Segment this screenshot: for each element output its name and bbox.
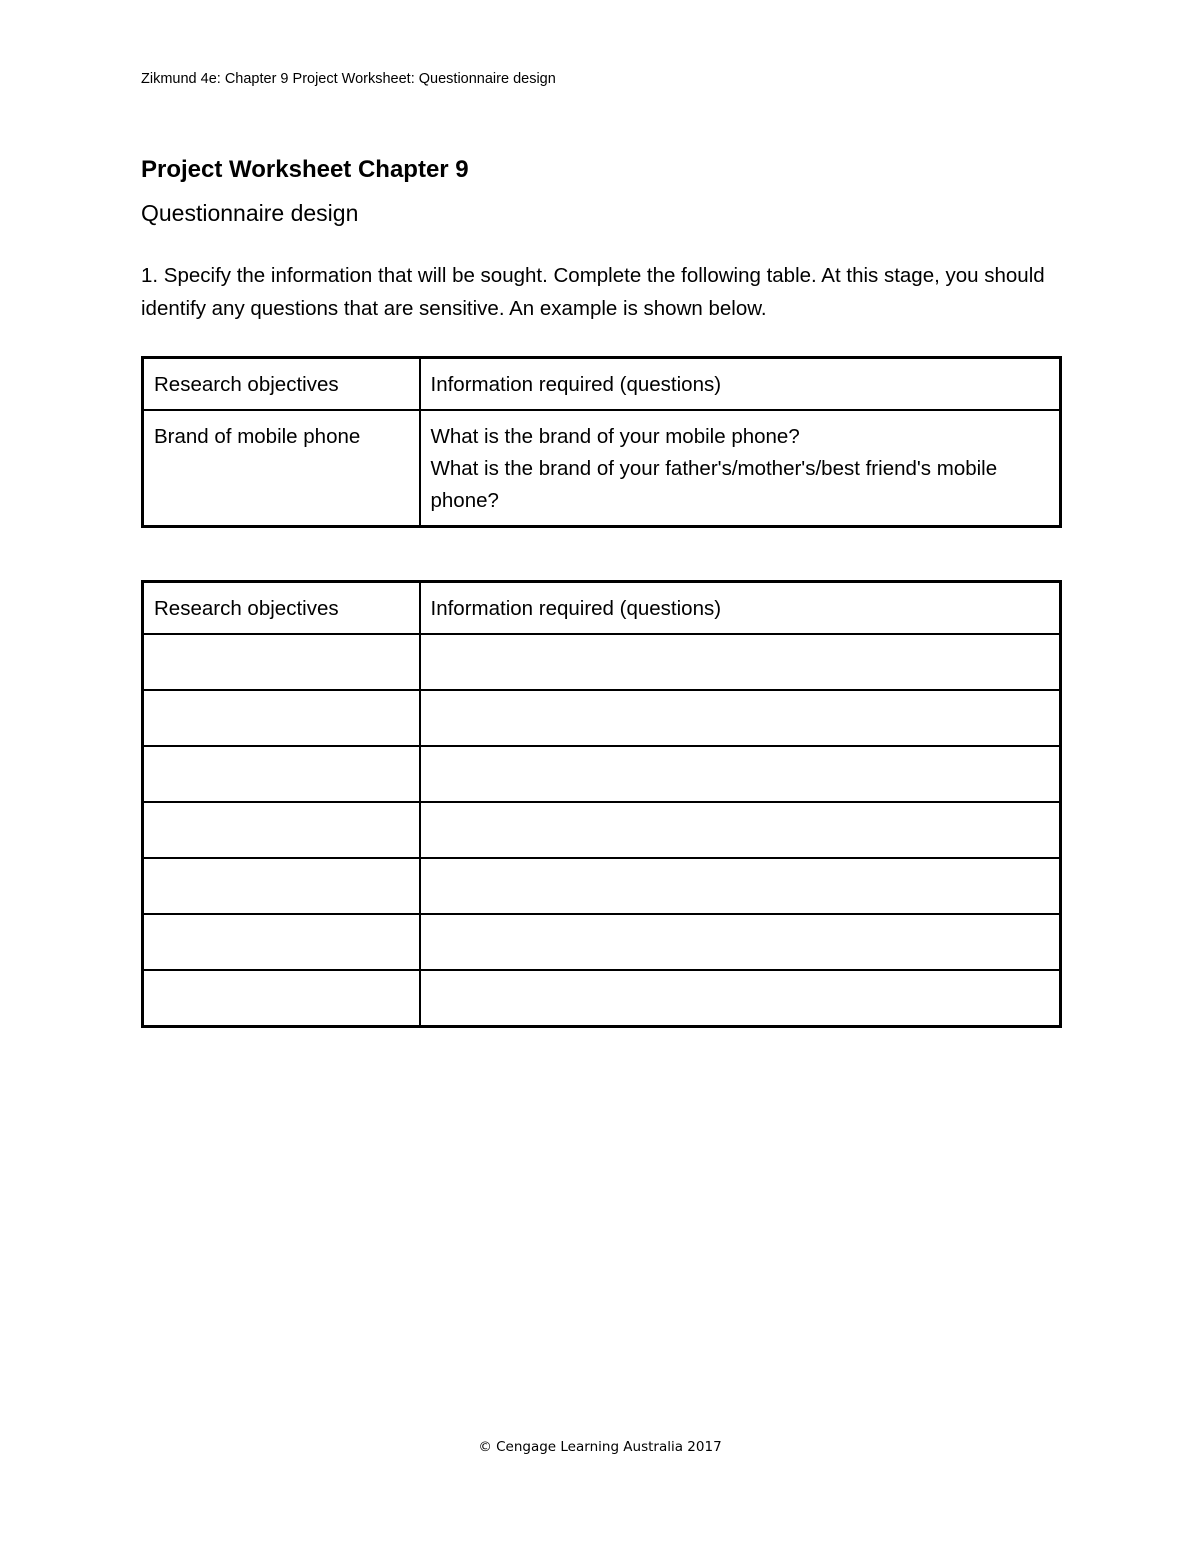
objective-cell[interactable] (143, 746, 420, 802)
table-row (143, 914, 1061, 970)
table-row (143, 858, 1061, 914)
header-information-required: Information required (questions) (420, 358, 1061, 411)
example-question-2: What is the brand of your father's/mother's/best friend's mobile phone? (430, 457, 998, 512)
running-header: Zikmund 4e: Chapter 9 Project Worksheet: Questionnaire design (141, 71, 556, 87)
table-row (143, 690, 1061, 746)
questions-cell[interactable] (420, 802, 1061, 858)
table-header-row (143, 582, 1061, 635)
objective-cell[interactable] (143, 634, 420, 690)
header-research-objectives: Research objectives (143, 358, 420, 411)
objective-cell[interactable] (143, 970, 420, 1027)
example-question-1: What is the brand of your mobile phone? (430, 425, 800, 448)
example-table (141, 356, 1062, 528)
blank-worksheet-table (141, 580, 1062, 1028)
table-row (143, 410, 1061, 527)
questions-cell[interactable] (420, 970, 1061, 1027)
table-row (143, 634, 1061, 690)
example-objective-cell: Brand of mobile phone (143, 410, 420, 527)
instruction-paragraph: 1. Specify the information that will be sought. Complete the following table. At this stage, you should identify any questions that are sensitive. An example is shown below. (141, 264, 1045, 320)
copyright-footer: © Cengage Learning Australia 2017 (478, 1439, 722, 1455)
table-row (143, 970, 1061, 1027)
example-questions-cell (420, 410, 1061, 527)
questions-cell[interactable] (420, 858, 1061, 914)
table-row (143, 746, 1061, 802)
header-research-objectives: Research objectives (143, 582, 420, 635)
questions-cell[interactable] (420, 746, 1061, 802)
questions-cell[interactable] (420, 914, 1061, 970)
objective-cell[interactable] (143, 858, 420, 914)
questions-cell[interactable] (420, 634, 1061, 690)
page-title: Project Worksheet Chapter 9 (141, 156, 469, 183)
header-information-required: Information required (questions) (420, 582, 1061, 635)
objective-cell[interactable] (143, 690, 420, 746)
questions-cell[interactable] (420, 690, 1061, 746)
table-row (143, 802, 1061, 858)
objective-cell[interactable] (143, 914, 420, 970)
objective-cell[interactable] (143, 802, 420, 858)
table-header-row (143, 358, 1061, 411)
page-subtitle: Questionnaire design (141, 200, 359, 226)
